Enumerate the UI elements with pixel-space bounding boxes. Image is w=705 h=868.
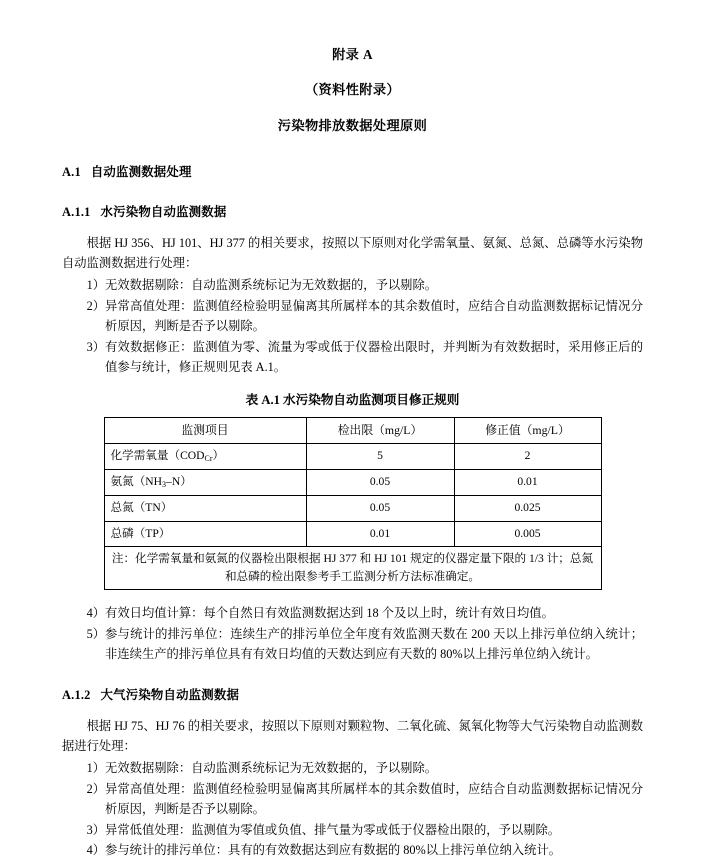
appendix-title: 附录 A [332,47,373,62]
list-marker: 5） [86,627,106,642]
section-number-a11: A.1.1 [62,205,91,220]
list-text: 无效数据剔除：自动监测系统标记为无效数据的，予以剔除。 [105,278,438,293]
list-a11-after-table [62,604,643,665]
section-title-a12: 大气污染物自动监测数据 [100,687,240,702]
table-cell-correction-value: 0.01 [454,469,601,495]
list-item [62,604,643,624]
table-cell-correction-value: 0.025 [454,495,601,521]
table-cell-detection-limit: 0.05 [306,469,454,495]
list-item [62,759,643,779]
title-block [62,44,643,136]
table-cell-correction-value: 0.005 [454,521,601,547]
list-text: 参与统计的排污单位：连续生产的排污单位全年度有效监测天数在 200 天以上排污单位纳入统计；非连续生产的排污单位具有有效日均值的天数达到应有天数的 80%以上排污单位纳入统计。 [105,627,643,662]
section-heading-a1 [62,162,643,182]
list-item [62,821,643,841]
list-marker: 3） [86,339,106,354]
table-row [104,469,601,495]
list-item [62,625,643,665]
list-a11 [62,276,643,378]
table-header-cell: 修正值（mg/L） [454,418,601,444]
section-number-a1: A.1 [62,165,81,180]
section-number-a12: A.1.2 [62,687,91,702]
table-row [104,521,601,547]
section-title-a1: 自动监测数据处理 [90,165,192,180]
table-cell-item: 总磷（TP） [104,521,306,547]
list-text: 有效数据修正：监测值为零、流量为零或低于仪器检出限时，并判断为有效数据时，采用修正后的值参与统计，修正规则见表 A.1。 [105,339,643,374]
table-note-row [104,547,601,590]
list-text: 异常高值处理：监测值经检验明显偏离其所属样本的其余数值时，应结合自动监测数据标记情况分析原因，判断是否予以剔除。 [105,781,643,816]
table-cell-detection-limit: 0.05 [306,495,454,521]
table-cell-correction-value: 2 [454,444,601,470]
table-note: 注：化学需氧量和氨氮的仪器检出限根据 HJ 377 和 HJ 101 规定的仪器定量下限的 1/3 计；总氮和总磷的检出限参考手工监测分析方法标准确定。 [104,547,601,590]
list-item [62,780,643,820]
list-text: 无效数据剔除：自动监测系统标记为无效数据的，予以剔除。 [105,760,438,775]
appendix-subtitle: （资料性附录） [304,82,401,98]
appendix-heading: 污染物排放数据处理原则 [277,117,428,133]
table-caption: 表 A.1 水污染物自动监测项目修正规则 [245,392,460,407]
list-marker: 3） [86,822,106,837]
table-cell-item: 总氮（TN） [104,495,306,521]
table-cell-item: 化学需氧量$(COD_{Cr})$ [104,444,306,470]
list-item [62,338,643,378]
paragraph-a11-intro: 根据 HJ 356、HJ 101、HJ 377 的相关要求，按照以下原则对化学需氧量、氨氮、总氮、总磷等水污染物自动监测数据进行处理： [62,236,643,271]
section-heading-a11 [62,202,643,222]
list-text: 有效日均值计算：每个自然日有效监测数据达到 18 个及以上时，统计有效日均值。 [105,606,554,621]
list-item [62,297,643,337]
list-marker: 2） [86,781,106,796]
list-text: 异常高值处理：监测值经检验明显偏离其所属样本的其余数值时，应结合自动监测数据标记情况分析原因，判断是否予以剔除。 [105,299,643,333]
list-text: 参与统计的排污单位：具有的有效数据达到应有数据的 80%以上排污单位纳入统计。 [105,843,562,858]
section-heading-a12 [62,685,643,705]
list-marker: 4） [86,606,106,621]
table-header-cell: 监测项目 [104,418,306,444]
list-item [62,841,643,861]
list-marker: 1） [86,760,106,775]
table-row [104,495,601,521]
table-cell-item: 氨氮$(NH_3-N)$ [104,469,306,495]
list-item [62,276,643,296]
section-title-a11: 水污染物自动监测数据 [100,205,227,220]
table-cell-detection-limit: 0.01 [306,521,454,547]
table-cell-detection-limit: 5 [306,444,454,470]
list-marker: 4） [86,843,106,858]
paragraph-a12-intro: 根据 HJ 75、HJ 76 的相关要求，按照以下原则对颗粒物、二氧化硫、氮氧化物等大气污染物自动监测数据进行处理： [62,719,643,753]
list-marker: 1） [86,278,106,293]
list-marker: 2） [86,299,106,314]
table-row [104,444,601,470]
correction-rules-table [104,417,602,590]
table-header-cell: 检出限（mg/L） [306,418,454,444]
table-header-row [104,418,601,444]
list-text: 异常低值处理：监测值为零值或负值、排气量为零或低于仪器检出限的，予以剔除。 [105,822,561,837]
list-a12 [62,759,643,862]
